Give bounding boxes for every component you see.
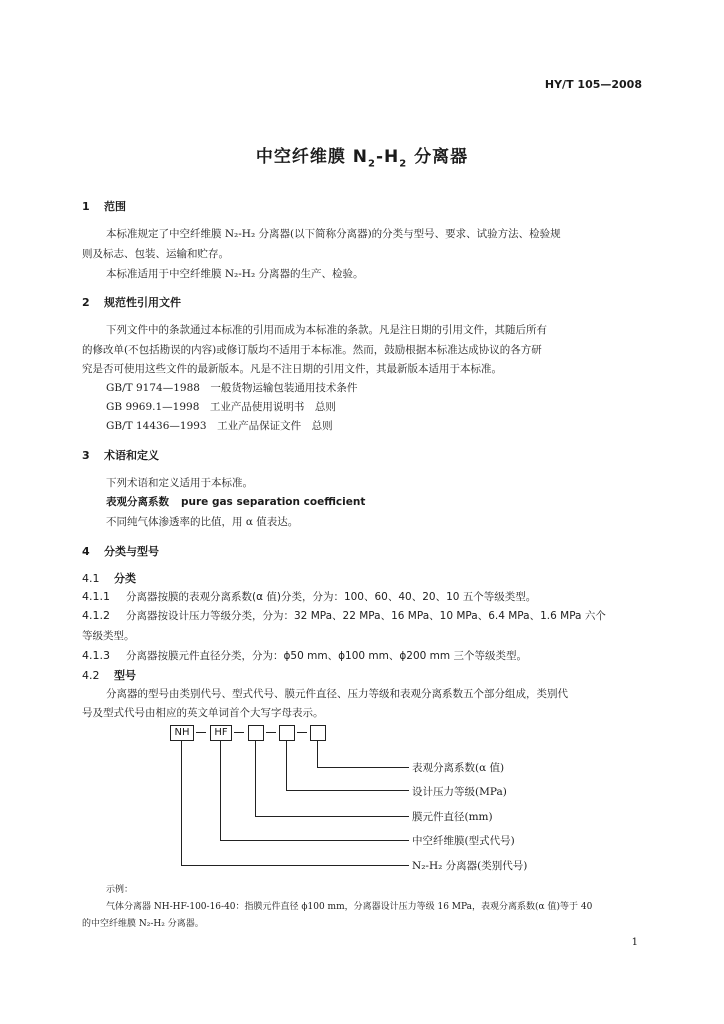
section-3-paragraph: 下列术语和定义适用于本标准。 <box>106 477 253 489</box>
diameter-box <box>248 725 264 741</box>
leader-line <box>317 740 318 768</box>
section-1-heading: 1 范围 <box>82 200 126 213</box>
pressure-box <box>279 725 295 741</box>
diagram-label-category: N₂-H₂ 分离器(类别代号) <box>412 860 528 872</box>
section-2-heading: 2 规范性引用文件 <box>82 296 181 309</box>
separator-dash <box>234 732 244 733</box>
term-definition: 不同纯气体渗透率的比值，用 α 值表达。 <box>106 516 299 528</box>
reference-item: GB/T 9174—1988 一般货物运输包装通用技术条件 <box>106 382 358 394</box>
term-english: pure gas separation coefficient <box>181 496 366 508</box>
section-4-2-paragraph-cont: 号及型式代号由相应的英文单词首个大写字母表示。 <box>82 707 324 719</box>
diagram-label-alpha: 表观分离系数(α 值) <box>412 762 505 774</box>
leader-line <box>317 767 409 768</box>
diagram-label-diameter: 膜元件直径(mm) <box>412 811 493 823</box>
example-text: 气体分离器 NH-HF-100-16-40：指膜元件直径 ϕ100 mm，分离器设计压力等级 16 MPa，表观分离系数(α 值)等于 40 <box>106 902 593 912</box>
section-4-heading: 4 分类与型号 <box>82 545 159 558</box>
section-1-scope: 本标准适用于中空纤维膜 N₂-H₂ 分离器的生产、检验。 <box>106 268 364 280</box>
clause-4-1-2: 4.1.2 分离器按设计压力等级分类，分为：32 MPa、22 MPa、16 MPa、10 MPa、6.4 MPa、1.6 MPa 六个 <box>82 609 606 622</box>
type-code-box: HF <box>210 725 232 741</box>
section-4-2-paragraph: 分离器的型号由类别代号、型式代号、膜元件直径、压力等级和表观分离系数五个部分组成，类别代 <box>106 688 568 700</box>
term-chinese: 表观分离系数 <box>106 496 169 508</box>
page-number: 1 <box>631 937 638 948</box>
section-2-paragraph: 下列文件中的条款通过本标准的引用而成为本标准的条款。凡是注日期的引用文件，其随后所有 <box>106 324 547 336</box>
clause-4-1-2-cont: 等级类型。 <box>82 630 135 642</box>
leader-line <box>286 790 409 791</box>
section-2-paragraph-cont: 究是否可使用这些文件的最新版本。凡是不注日期的引用文件，其最新版本适用于本标准。 <box>82 363 502 375</box>
leader-line <box>255 740 256 817</box>
standard-code: HY/T 105—2008 <box>544 78 642 91</box>
section-4-1-heading: 4.1 分类 <box>82 572 136 585</box>
section-4-2-heading: 4.2 型号 <box>82 669 136 682</box>
separator-dash <box>196 732 206 733</box>
reference-item: GB 9969.1—1998 工业产品使用说明书 总则 <box>106 401 336 413</box>
reference-item: GB/T 14436—1993 工业产品保证文件 总则 <box>106 420 333 432</box>
clause-4-1-1: 4.1.1 分离器按膜的表观分离系数(α 值)分类，分为：100、60、40、20、10 五个等级类型。 <box>82 590 537 603</box>
leader-line <box>255 816 409 817</box>
example-label: 示例： <box>106 885 134 895</box>
section-1-paragraph-cont: 则及标志、包装、运输和贮存。 <box>82 248 229 260</box>
example-text-cont: 的中空纤维膜 N₂-H₂ 分离器。 <box>82 919 204 929</box>
section-1-paragraph: 本标准规定了中空纤维膜 N₂-H₂ 分离器(以下简称分离器)的分类与型号、要求、试验方法、检验规 <box>106 228 561 240</box>
leader-line <box>220 840 409 841</box>
leader-line <box>286 740 287 791</box>
leader-line <box>181 740 182 866</box>
leader-line <box>181 865 409 866</box>
leader-line <box>220 740 221 841</box>
clause-4-1-3: 4.1.3 分离器按膜元件直径分类，分为：ϕ50 mm、ϕ100 mm、ϕ200 mm 三个等级类型。 <box>82 649 527 662</box>
document-title: 中空纤维膜 $N_2-H_2$ 分离器 <box>255 147 469 170</box>
separator-dash <box>297 732 307 733</box>
term-entry <box>106 494 365 509</box>
diagram-label-type: 中空纤维膜(型式代号) <box>412 835 515 847</box>
section-2-paragraph-cont: 的修改单(不包括勘误的内容)或修订版均不适用于本标准。然而，鼓励根据本标准达成协议的各方研 <box>82 344 542 356</box>
section-3-heading: 3 术语和定义 <box>82 449 159 462</box>
separator-dash <box>266 732 276 733</box>
alpha-box <box>310 725 326 741</box>
category-code-box: NH <box>170 725 194 741</box>
diagram-label-pressure: 设计压力等级(MPa) <box>412 786 507 798</box>
